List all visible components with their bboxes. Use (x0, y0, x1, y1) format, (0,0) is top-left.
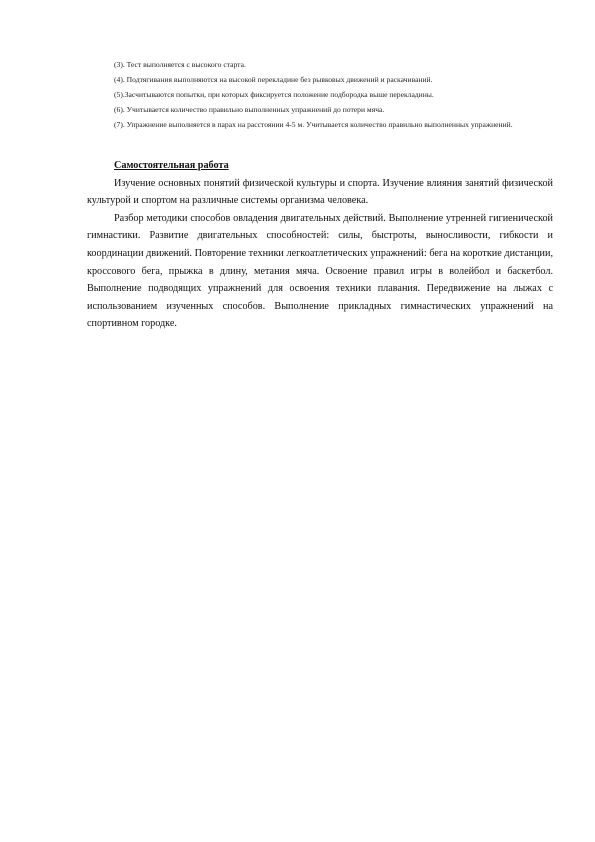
note-item: (5).Засчитываются попытки, при которых фиксируется положение подбородка выше перекладины. (114, 90, 434, 99)
note-item: (7). Упражнение выполняется в парах на расстоянии 4-5 м. Учитывается количество правильно выполненных упражнений. (114, 120, 513, 129)
note-item: (4). Подтягивания выполняются на высокой перекладине без рывковых движений и раскачиваний. (114, 75, 433, 84)
section-paragraph: Разбор методики способов овладения двигательных действий. Выполнение утренней гигиенической гимнастики. Развитие двигательных способностей: силы, быстроты, выносливости, гибкости и координации движений. Повторение техники легкоатлетических упражнений: бега на короткие дистанции, кроссового бега, прыжка в длину, метания мяча. Освоение правил игры в волейбол и баскетбол. Выполнение подводящих упражнений для освоения техники плавания. Передвижение на лыжах с использованием изученных способов. Выполнение прикладных гимнастических упражнений на спортивном городке. (87, 212, 553, 330)
note-item: (3). Тест выполняется с высокого старта. (114, 60, 246, 69)
section-title: Самостоятельная работа (114, 160, 229, 171)
test-notes (87, 57, 553, 132)
independent-work-section (87, 157, 553, 333)
section-paragraph: Изучение основных понятий физической культуры и спорта. Изучение влияния занятий физической культурой и спортом на различные системы организма человека. (87, 177, 553, 207)
note-item: (6). Учитывается количество правильно выполненных упражнений до потери мяча. (114, 105, 385, 114)
